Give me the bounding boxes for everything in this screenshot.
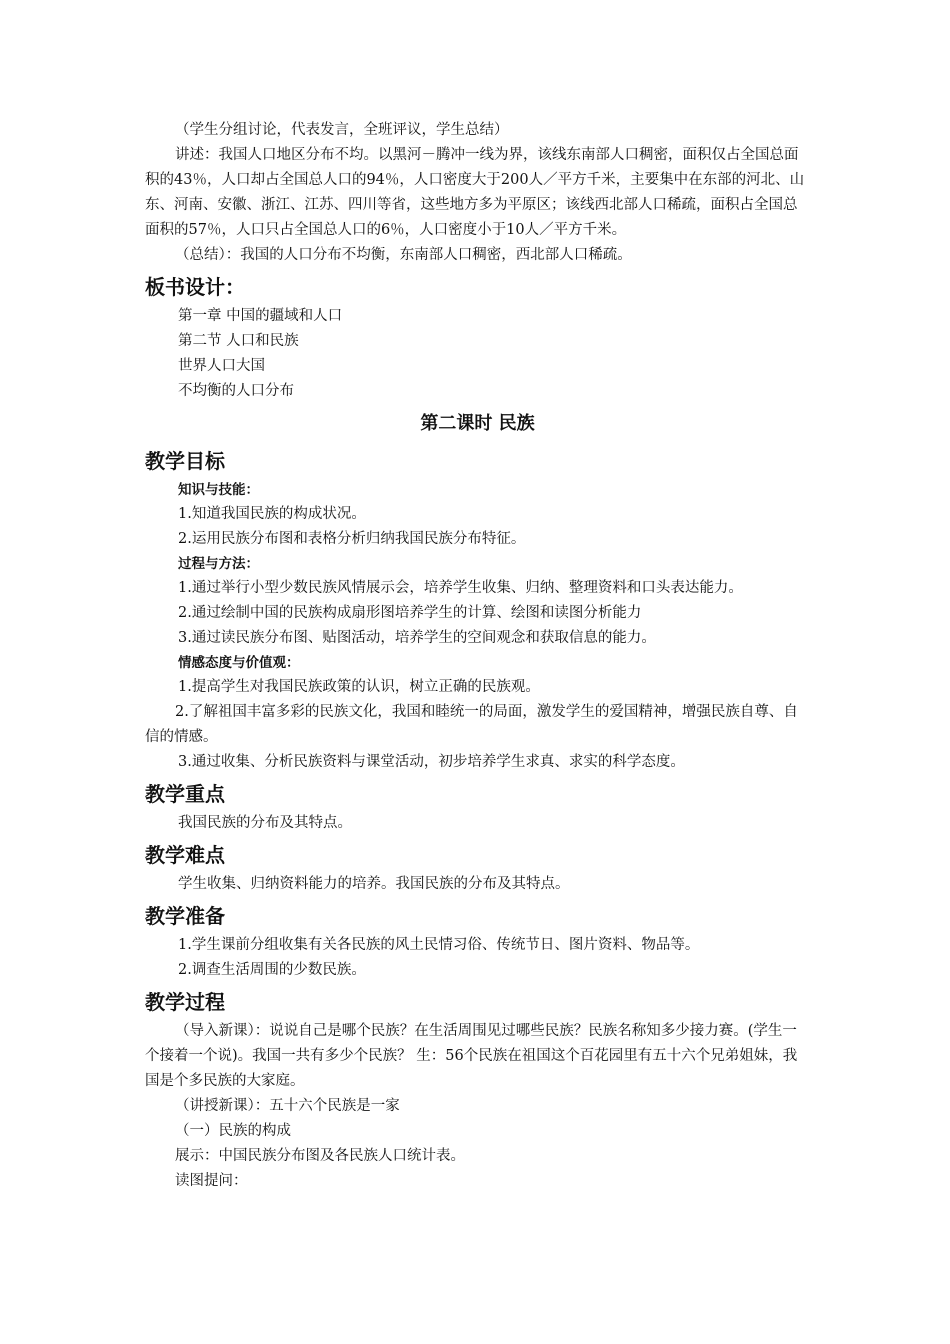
board-line: 第二节 人口和民族 [178,333,299,349]
prep-heading: 教学准备 [145,904,225,928]
attitude-item: 1.提高学生对我国民族政策的认识，树立正确的民族观。 [178,679,540,695]
prep-item: 2.调查生活周围的少数民族。 [178,962,366,978]
attitude-heading: 情感态度与价值观： [178,655,300,671]
show-line: 展示：中国民族分布图及各民族人口统计表。 [175,1148,465,1164]
attitude-item: 2.了解祖国丰富多彩的民族文化，我国和睦统一的局面，激发学生的爱国精神，增强民族自尊、自信的情感。 [145,704,798,745]
board-line: 第一章 中国的疆域和人口 [178,308,343,324]
process-item: 1.通过举行小型少数民族风情展示会，培养学生收集、归纳、整理资料和口头表达能力。 [178,580,743,596]
subsection-title: （一）民族的构成 [175,1123,291,1139]
process2-heading: 教学过程 [145,990,225,1014]
attitude-item: 3.通过收集、分析民族资料与课堂活动，初步培养学生求真、求实的科学态度。 [178,754,685,770]
difficulty-text: 学生收集、归纳资料能力的培养。我国民族的分布及其特点。 [178,876,570,892]
board-line: 不均衡的人口分布 [178,383,294,399]
process-heading: 过程与方法： [178,556,259,572]
board-line: 世界人口大国 [178,358,265,374]
knowledge-item: 1.知道我国民族的构成状况。 [178,506,366,522]
process-item: 3.通过读民族分布图、贴图活动，培养学生的空间观念和获取信息的能力。 [178,630,656,646]
process-item: 2.通过绘制中国的民族构成扇形图培养学生的计算、绘图和读图分析能力 [178,605,642,621]
key-heading: 教学重点 [145,782,225,806]
summary-paragraph: （总结）：我国的人口分布不均衡，东南部人口稠密，西北部人口稀疏。 [175,247,632,263]
lecture-paragraph: 讲述：我国人口地区分布不均。以黑河－腾冲一线为界，该线东南部人口稠密，面积仅占全国总面积的43％，人口却占全国总人口的94％，人口密度大于200人／平方千米，主要集中在东部的河北、山东、河南、安徽、浙江、江苏、四川等省，这些地方多为平原区；该线西北部人口稀疏，面积占全国总面积的57％，人口只占全国总人口的6％，人口密度小于10人／平方千米。 [145,147,805,238]
discussion-note: （学生分组讨论，代表发言，全班评议，学生总结） [175,122,509,138]
knowledge-item: 2.运用民族分布图和表格分析归纳我国民族分布特征。 [178,531,526,547]
prep-item: 1.学生课前分组收集有关各民族的风土民情习俗、传统节日、图片资料、物品等。 [178,937,700,953]
objectives-heading: 教学目标 [145,449,225,473]
intro-paragraph: （导入新课）：说说自己是哪个民族？在生活周围见过哪些民族？民族名称知多少接力赛。(学生一个接着一个说)。我国一共有多少个民族？ 生：56个民族在祖国这个百花园里有五十六个兄弟姐妹，我国是个多民族的大家庭。 [145,1023,798,1089]
board-heading: 板书设计： [145,275,245,299]
knowledge-heading: 知识与技能： [178,482,259,498]
ask-line: 读图提问： [175,1173,248,1189]
lesson-title: 第二课时 民族 [420,413,535,434]
difficulty-heading: 教学难点 [145,843,225,867]
document-page [145,118,810,1194]
key-text: 我国民族的分布及其特点。 [178,815,352,831]
new-lesson-line: （讲授新课）：五十六个民族是一家 [175,1098,400,1114]
